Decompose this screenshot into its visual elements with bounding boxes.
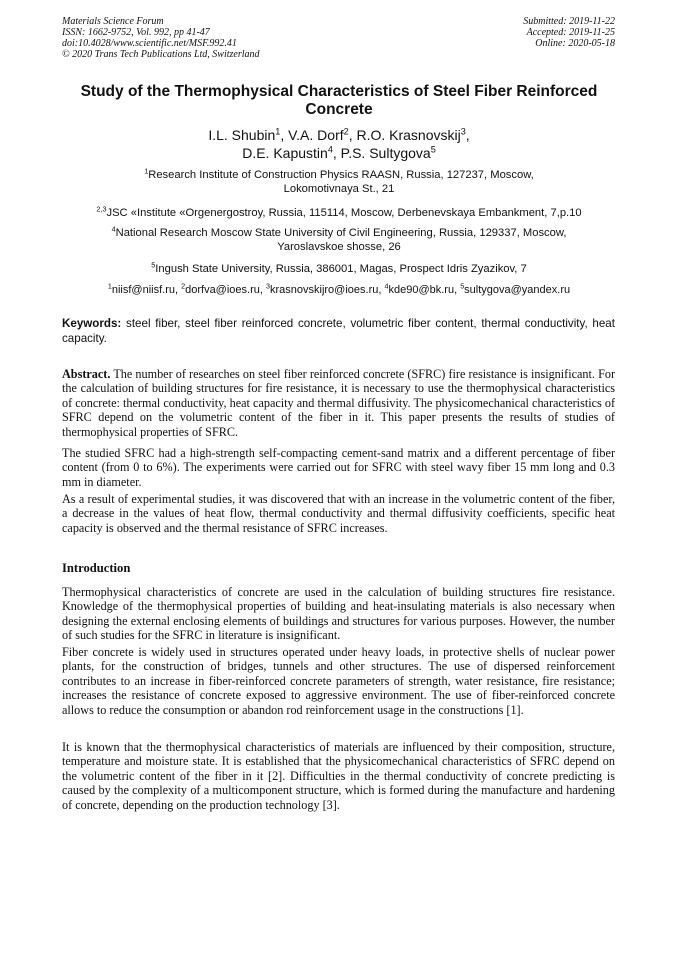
title-line-2: Concrete <box>305 101 373 118</box>
authors-line-1 <box>62 126 616 144</box>
email-sup: 5 <box>460 282 465 291</box>
email-list: $^1$niisf@niisf.ru, $^2$dorfva@ioes.ru, $^3$krasnovskijro@ioes.ru, $^4$kde90@bk.ru, $^5$sultygova@yandex.ru <box>107 282 571 296</box>
dates-header <box>523 16 615 49</box>
email-link[interactable]: dorfva@ioes.ru <box>185 284 260 296</box>
author-separator: , <box>332 145 341 161</box>
paper-title <box>62 83 616 119</box>
author-separator: , <box>348 127 357 143</box>
email-sup: 1 <box>107 282 112 291</box>
affiliation-5 <box>62 262 616 276</box>
affiliation-text: National Research Moscow State University of Civil Engineering, Russia, 129337, Moscow, <box>115 227 567 239</box>
author-list <box>62 126 616 162</box>
abstract-paragraph-1 <box>62 367 615 439</box>
author-name: D.E. Kapustin <box>242 145 328 161</box>
issn-line: ISSN: 1662-9752, Vol. 992, pp 41-47 <box>62 27 210 38</box>
email-link[interactable]: kde90@bk.ru <box>388 284 455 296</box>
author-name: P.S. Sultygova <box>340 145 431 161</box>
affiliation-2 <box>62 206 616 220</box>
keywords-block <box>62 317 615 346</box>
affiliation-text-cont: Yaroslavskoe shosse, 26 <box>277 241 401 253</box>
affiliation-sup: 4 <box>111 224 116 234</box>
email-link[interactable]: sultygova@yandex.ru <box>464 284 571 296</box>
doi-line: doi:10.4028/www.scientific.net/MSF.992.41 <box>62 38 237 49</box>
email-link[interactable]: krasnovskijro@ioes.ru <box>269 284 379 296</box>
email-link[interactable]: niisf@niisf.ru <box>111 284 175 296</box>
intro-paragraph-1: Thermophysical characteristics of concrete are used in the calculation of building structures fire resistance. Knowledge of the thermophysical properties of building and heat-insulating materials is also necessary when designing the external enclosing elements of buildings and structures for various purposes. However, the number of such studies for the SFRC in literature is insignificant. <box>62 585 615 643</box>
affiliation-sup: 1 <box>144 166 149 176</box>
abstract-paragraph-2: The studied SFRC had a high-strength self-compacting cement-sand matrix and a different percentage of fiber content (from 0 to 6%). The experiments were carried out for SFRC with steel wavy fiber 15 mm long and 0.3 mm in diameter. <box>62 446 615 489</box>
affiliation-text: Ingush State University, Russia, 386001, Magas, Prospect Idris Zyazikov, 7 <box>155 263 527 275</box>
affiliation-text: Research Institute of Construction Physics RAASN, Russia, 127237, Moscow, <box>148 169 534 181</box>
submitted-date: Submitted: 2019-11-22 <box>523 16 615 27</box>
authors-line-2 <box>62 144 616 162</box>
title-line-1: Study of the Thermophysical Characteristics of Steel Fiber Reinforced <box>80 83 598 100</box>
affiliation-4 <box>62 226 616 254</box>
keywords-text: steel fiber, steel fiber reinforced concrete, volumetric fiber content, thermal conductivity, heat capacity. <box>62 317 615 345</box>
author-name: R.O. Krasnovskij <box>356 127 461 143</box>
author-sup: 5 <box>430 144 436 155</box>
email-sup: 4 <box>384 282 389 291</box>
author-name: V.A. Dorf <box>288 127 344 143</box>
author-separator: , <box>465 127 470 143</box>
affiliation-sup: 5 <box>151 260 156 270</box>
author-sup: 3 <box>460 126 466 137</box>
affiliation-sup: 2,3 <box>96 204 107 214</box>
author-sup: 2 <box>343 126 349 137</box>
abstract-paragraph-3: As a result of experimental studies, it was discovered that with an increase in the volumetric content of the fiber, a decrease in the values of heat flow, thermal conductivity and thermal diffusivity coefficients, specific heat capacity is observed and the thermal resistance of SFRC increases. <box>62 492 615 535</box>
abstract-label: Abstract. <box>62 367 111 381</box>
accepted-date: Accepted: 2019-11-25 <box>526 27 615 38</box>
intro-paragraph-2: Fiber concrete is widely used in structures operated under heavy loads, in protective shells of nuclear power plants, for the construction of bridges, tunnels and other structures. The use of dispersed reinforcement contributes to an increase in fiber-reinforced concrete parameters of strength, water resistance, fire resistance; increases the resistance of concrete exposed to aggressive environment. The use of fiber-reinforced concrete allows to reduce the consumption or abandon rod reinforcement usage in the constructions [1]. <box>62 645 615 717</box>
journal-name: Materials Science Forum <box>62 16 164 27</box>
section-heading-introduction: Introduction <box>62 561 131 575</box>
copyright-line: © 2020 Trans Tech Publications Ltd, Switzerland <box>62 49 260 60</box>
affiliation-text-cont: Lokomotivnaya St., 21 <box>283 183 395 195</box>
intro-paragraph-3: It is known that the thermophysical characteristics of materials are influenced by their composition, structure, temperature and moisture state. It is established that the physicomechanical characteristics of SFRC depend on the volumetric content of the fiber in it [2]. Difficulties in the thermal conductivity of concrete predicting is caused by the complexity of a multicomponent structure, which is formed during the manufacture and hardening of concrete, depending on the production technology [3]. <box>62 740 615 812</box>
email-sup: 3 <box>266 282 270 291</box>
email-sup: 2 <box>181 282 186 291</box>
author-separator: , <box>280 127 289 143</box>
author-sup: 1 <box>275 126 281 137</box>
author-name: I.L. Shubin <box>208 127 276 143</box>
author-sup: 4 <box>327 144 333 155</box>
abstract-text: The number of researches on steel fiber reinforced concrete (SFRC) fire resistance is insignificant. For the calculation of building structures for fire resistance, it is necessary to use the thermophysical characteristics of concrete: thermal conductivity, heat capacity and thermal diffusivity. The physicomechanical characteristics of SFRC depend on the volumetric content of the fiber in it. This paper presents the results of studies of thermophysical properties of SFRC. <box>62 367 616 439</box>
journal-header <box>62 16 260 60</box>
keywords-label: Keywords: <box>62 317 122 330</box>
affiliation-text: JSC «Institute «Orgenergostroy, Russia, 115114, Moscow, Derbenevskaya Embankment, 7,p.10 <box>106 207 582 219</box>
affiliation-1 <box>62 168 616 196</box>
online-date: Online: 2020-05-18 <box>535 38 615 49</box>
